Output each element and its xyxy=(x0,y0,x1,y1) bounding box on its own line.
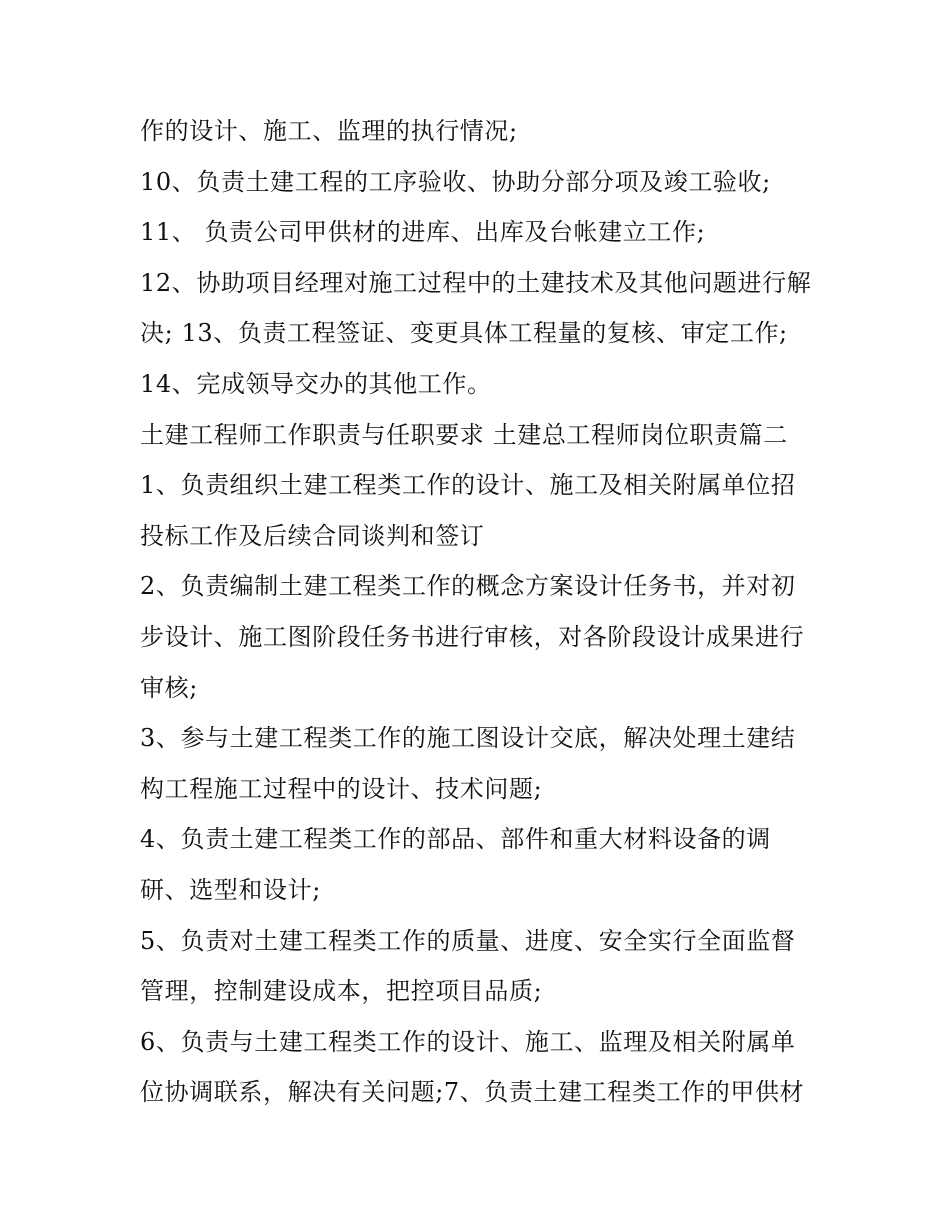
text-line: 4、负责土建工程类工作的部品、部件和重大材料设备的调 xyxy=(140,825,771,854)
text-line: 3、参与土建工程类工作的施工图设计交底，解决处理土建结 xyxy=(140,724,796,753)
text-line: 审核; xyxy=(140,673,198,702)
text-line: 5、负责对土建工程类工作的质量、进度、安全实行全面监督 xyxy=(140,926,796,955)
section-heading: 土建工程师工作职责与任职要求 土建总工程师岗位职责篇二 xyxy=(140,420,788,449)
text-line: 管理，控制建设成本，把控项目品质; xyxy=(140,977,543,1006)
text-line: 投标工作及后续合同谈判和签订 xyxy=(140,521,485,550)
text-line: 作的设计、施工、监理的执行情况; xyxy=(140,117,518,145)
text-line: 6、负责与土建工程类工作的设计、施工、监理及相关附属单 xyxy=(140,1027,796,1056)
text-line: 11、 负责公司甲供材的进库、出库及台帐建立工作; xyxy=(140,218,706,247)
text-line: 构工程施工过程中的设计、技术问题; xyxy=(140,774,543,803)
text-line: 10、负责土建工程的工序验收、协助分部分项及竣工验收; xyxy=(140,167,771,196)
text-line: 1、负责组织土建工程类工作的设计、施工及相关附属单位招 xyxy=(140,471,796,500)
text-line: 步设计、施工图阶段任务书进行审核，对各阶段设计成果进行 xyxy=(140,622,805,651)
text-line: 位协调联系，解决有关问题;7、负责土建工程类工作的甲供材 xyxy=(140,1078,805,1107)
text-line: 决; 13、负责工程签证、变更具体工程量的复核、审定工作; xyxy=(140,319,788,348)
document-body xyxy=(140,106,830,1118)
text-line: 12、协助项目经理对施工过程中的土建技术及其他问题进行解 xyxy=(140,268,812,297)
text-line: 14、完成领导交办的其他工作。 xyxy=(140,369,492,398)
text-line: 研、选型和设计; xyxy=(140,875,321,904)
text-line: 2、负责编制土建工程类工作的概念方案设计任务书，并对初 xyxy=(140,572,796,601)
